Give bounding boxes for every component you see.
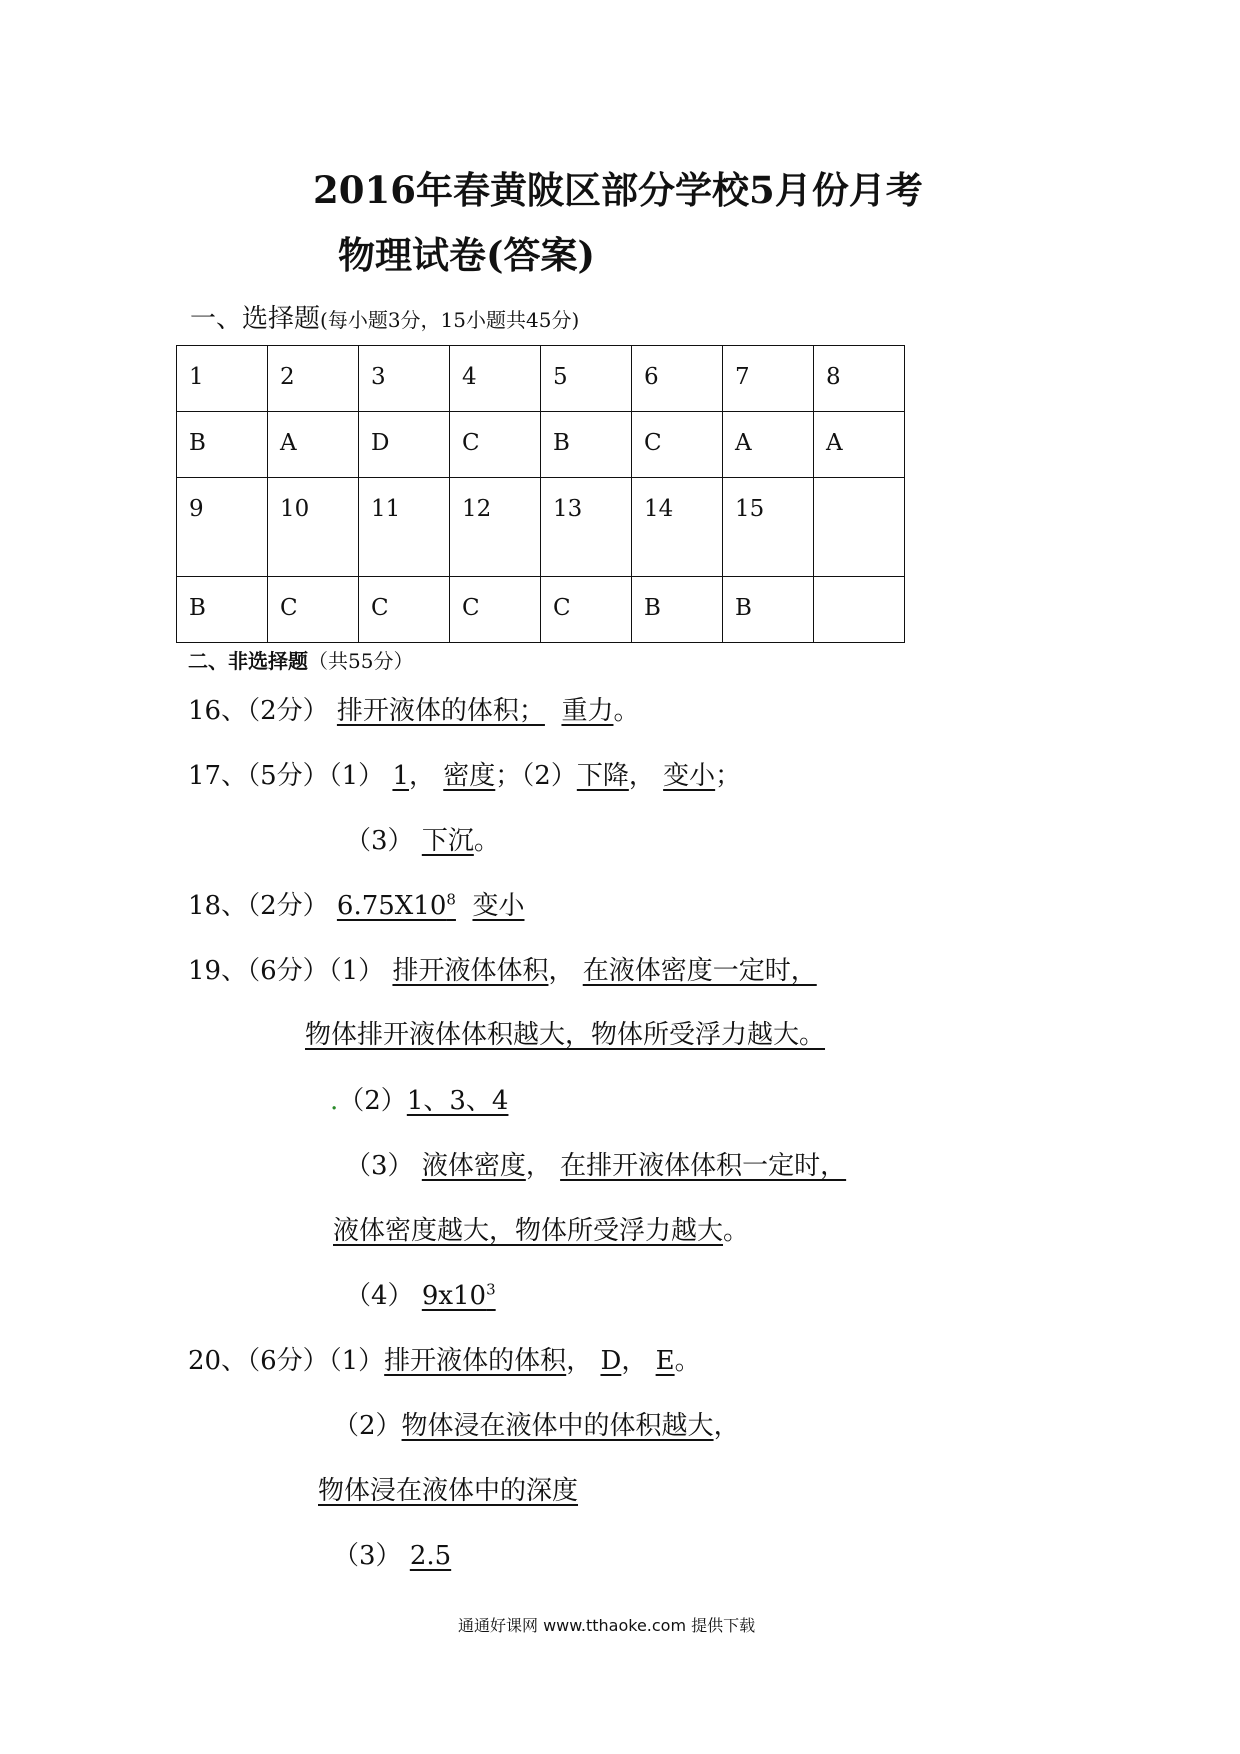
q16-end: 。 bbox=[613, 696, 640, 726]
section-1-heading bbox=[190, 298, 579, 335]
table-cell: 2 bbox=[268, 346, 359, 412]
table-cell: 13 bbox=[541, 478, 632, 577]
table-cell: 8 bbox=[814, 346, 905, 412]
table-cell: 7 bbox=[723, 346, 814, 412]
table-cell: B bbox=[632, 577, 723, 643]
question-19-part-3-line-2 bbox=[333, 1210, 749, 1247]
q19-answer-8-base: 9x10 bbox=[421, 1281, 487, 1311]
table-row bbox=[177, 577, 905, 643]
q20-answer-2: D bbox=[600, 1346, 622, 1376]
answer-table bbox=[176, 345, 905, 643]
table-cell: 3 bbox=[359, 346, 450, 412]
q20-part-3-label: （3） bbox=[333, 1541, 402, 1571]
q17-prefix: 17、（5分）（1） bbox=[188, 761, 385, 791]
q20-sep-4: ， bbox=[713, 1411, 740, 1441]
footer-source: 通通好课网 www.tthaoke.com 提供下载 bbox=[458, 1616, 756, 1635]
q17-sep-2: ；（2） bbox=[495, 761, 577, 791]
q19-answer-6: 在排开液体体积一定时， bbox=[560, 1151, 847, 1181]
question-19-part-2 bbox=[330, 1080, 508, 1117]
section-2-label: 二、非选择题 bbox=[188, 649, 308, 673]
question-19-part-4 bbox=[345, 1275, 496, 1312]
q20-end: 。 bbox=[674, 1346, 701, 1376]
section-1-note: (每小题3分，15小题共45分) bbox=[320, 308, 580, 332]
q19-answer-8 bbox=[422, 1281, 496, 1311]
q18-answer-1-exponent: 8 bbox=[446, 890, 456, 909]
q17-answer-1: 1 bbox=[392, 761, 409, 791]
table-cell: D bbox=[359, 412, 450, 478]
q19-prefix: 19、（6分）（1） bbox=[188, 956, 385, 986]
q17-sep-4: ； bbox=[715, 761, 742, 791]
table-cell: 9 bbox=[177, 478, 268, 577]
question-20-part-2 bbox=[333, 1405, 740, 1442]
q17-part-3-label: （3） bbox=[345, 826, 414, 856]
title-line-1: 2016年春黄陂区部分学校5月份月考 bbox=[313, 168, 923, 212]
q18-answer-1-base: 6.75X10 bbox=[336, 891, 447, 921]
q19-end-7: 。 bbox=[723, 1216, 750, 1246]
q17-answer-3: 下降 bbox=[576, 761, 629, 791]
q19-answer-8-exponent: 3 bbox=[486, 1280, 496, 1299]
question-19 bbox=[188, 950, 817, 987]
table-cell: C bbox=[359, 577, 450, 643]
table-cell: 10 bbox=[268, 478, 359, 577]
table-cell: 15 bbox=[723, 478, 814, 577]
q19-answer-1: 排开液体体积 bbox=[392, 956, 549, 986]
table-cell: C bbox=[450, 577, 541, 643]
q19-answer-7: 液体密度越大，物体所受浮力越大 bbox=[333, 1216, 724, 1246]
table-cell: 12 bbox=[450, 478, 541, 577]
section-2-note: （共55分） bbox=[308, 649, 414, 673]
q19-part-2-label: （2） bbox=[338, 1086, 407, 1116]
question-20-part-3 bbox=[333, 1535, 451, 1572]
question-17-part-3 bbox=[345, 820, 500, 857]
q20-part-2-label: （2） bbox=[333, 1411, 402, 1441]
q19-part-3-label: （3） bbox=[345, 1151, 414, 1181]
table-cell bbox=[814, 577, 905, 643]
q17-sep-1: ， bbox=[408, 761, 435, 791]
table-cell: B bbox=[177, 577, 268, 643]
q16-answer-2: 重力 bbox=[561, 696, 614, 726]
table-cell: B bbox=[723, 577, 814, 643]
q19-answer-4: 1、3、4 bbox=[406, 1086, 509, 1116]
q19-answer-2: 在液体密度一定时， bbox=[582, 956, 817, 986]
q19-sep-1: ， bbox=[548, 956, 575, 986]
q20-sep-1: ， bbox=[566, 1346, 593, 1376]
table-cell: 1 bbox=[177, 346, 268, 412]
q20-answer-5: 物体浸在液体中的深度 bbox=[318, 1476, 579, 1506]
table-cell: A bbox=[268, 412, 359, 478]
q19-dot: . bbox=[330, 1086, 339, 1116]
table-cell: C bbox=[268, 577, 359, 643]
question-16 bbox=[188, 690, 639, 727]
table-cell: 11 bbox=[359, 478, 450, 577]
table-cell: A bbox=[814, 412, 905, 478]
table-cell: B bbox=[541, 412, 632, 478]
q17-end: 。 bbox=[473, 826, 500, 856]
question-17 bbox=[188, 755, 741, 792]
q17-answer-2: 密度 bbox=[443, 761, 496, 791]
table-cell: 6 bbox=[632, 346, 723, 412]
q20-answer-3: E bbox=[655, 1346, 675, 1376]
question-18 bbox=[188, 885, 524, 922]
q20-sep-2: ， bbox=[621, 1346, 648, 1376]
q20-prefix: 20、（6分）（1） bbox=[188, 1346, 385, 1376]
title-line-2: 物理试卷(答案) bbox=[338, 233, 596, 277]
table-cell: 14 bbox=[632, 478, 723, 577]
table-row bbox=[177, 412, 905, 478]
q18-prefix: 18、（2分） bbox=[188, 891, 329, 921]
table-cell: B bbox=[177, 412, 268, 478]
table-cell: 4 bbox=[450, 346, 541, 412]
section-2-heading bbox=[188, 645, 413, 674]
q17-answer-4: 变小 bbox=[663, 761, 716, 791]
q19-part-4-label: （4） bbox=[345, 1281, 414, 1311]
q17-sep-3: ， bbox=[628, 761, 655, 791]
table-cell bbox=[814, 478, 905, 577]
question-20-part-2-line-2 bbox=[318, 1470, 578, 1507]
question-20 bbox=[188, 1340, 701, 1377]
q19-sep-3: ， bbox=[525, 1151, 552, 1181]
q18-answer-2: 变小 bbox=[472, 891, 525, 921]
question-19-line-2 bbox=[305, 1014, 825, 1051]
question-19-part-3 bbox=[345, 1145, 846, 1182]
q18-answer-1 bbox=[337, 891, 456, 921]
q20-answer-1: 排开液体的体积 bbox=[384, 1346, 567, 1376]
q16-answer-1: 排开液体的体积； bbox=[336, 696, 545, 726]
q19-answer-5: 液体密度 bbox=[421, 1151, 526, 1181]
q20-answer-6: 2.5 bbox=[409, 1541, 452, 1571]
table-cell: C bbox=[632, 412, 723, 478]
table-row bbox=[177, 478, 905, 577]
table-cell: C bbox=[450, 412, 541, 478]
q17-answer-5: 下沉 bbox=[421, 826, 474, 856]
table-row bbox=[177, 346, 905, 412]
section-1-label: 一、选择题 bbox=[190, 304, 321, 334]
q16-prefix: 16、（2分） bbox=[188, 696, 329, 726]
table-cell: 5 bbox=[541, 346, 632, 412]
q20-answer-4: 物体浸在液体中的体积越大 bbox=[401, 1411, 714, 1441]
table-cell: A bbox=[723, 412, 814, 478]
q19-answer-3: 物体排开液体体积越大，物体所受浮力越大。 bbox=[305, 1020, 826, 1050]
table-cell: C bbox=[541, 577, 632, 643]
